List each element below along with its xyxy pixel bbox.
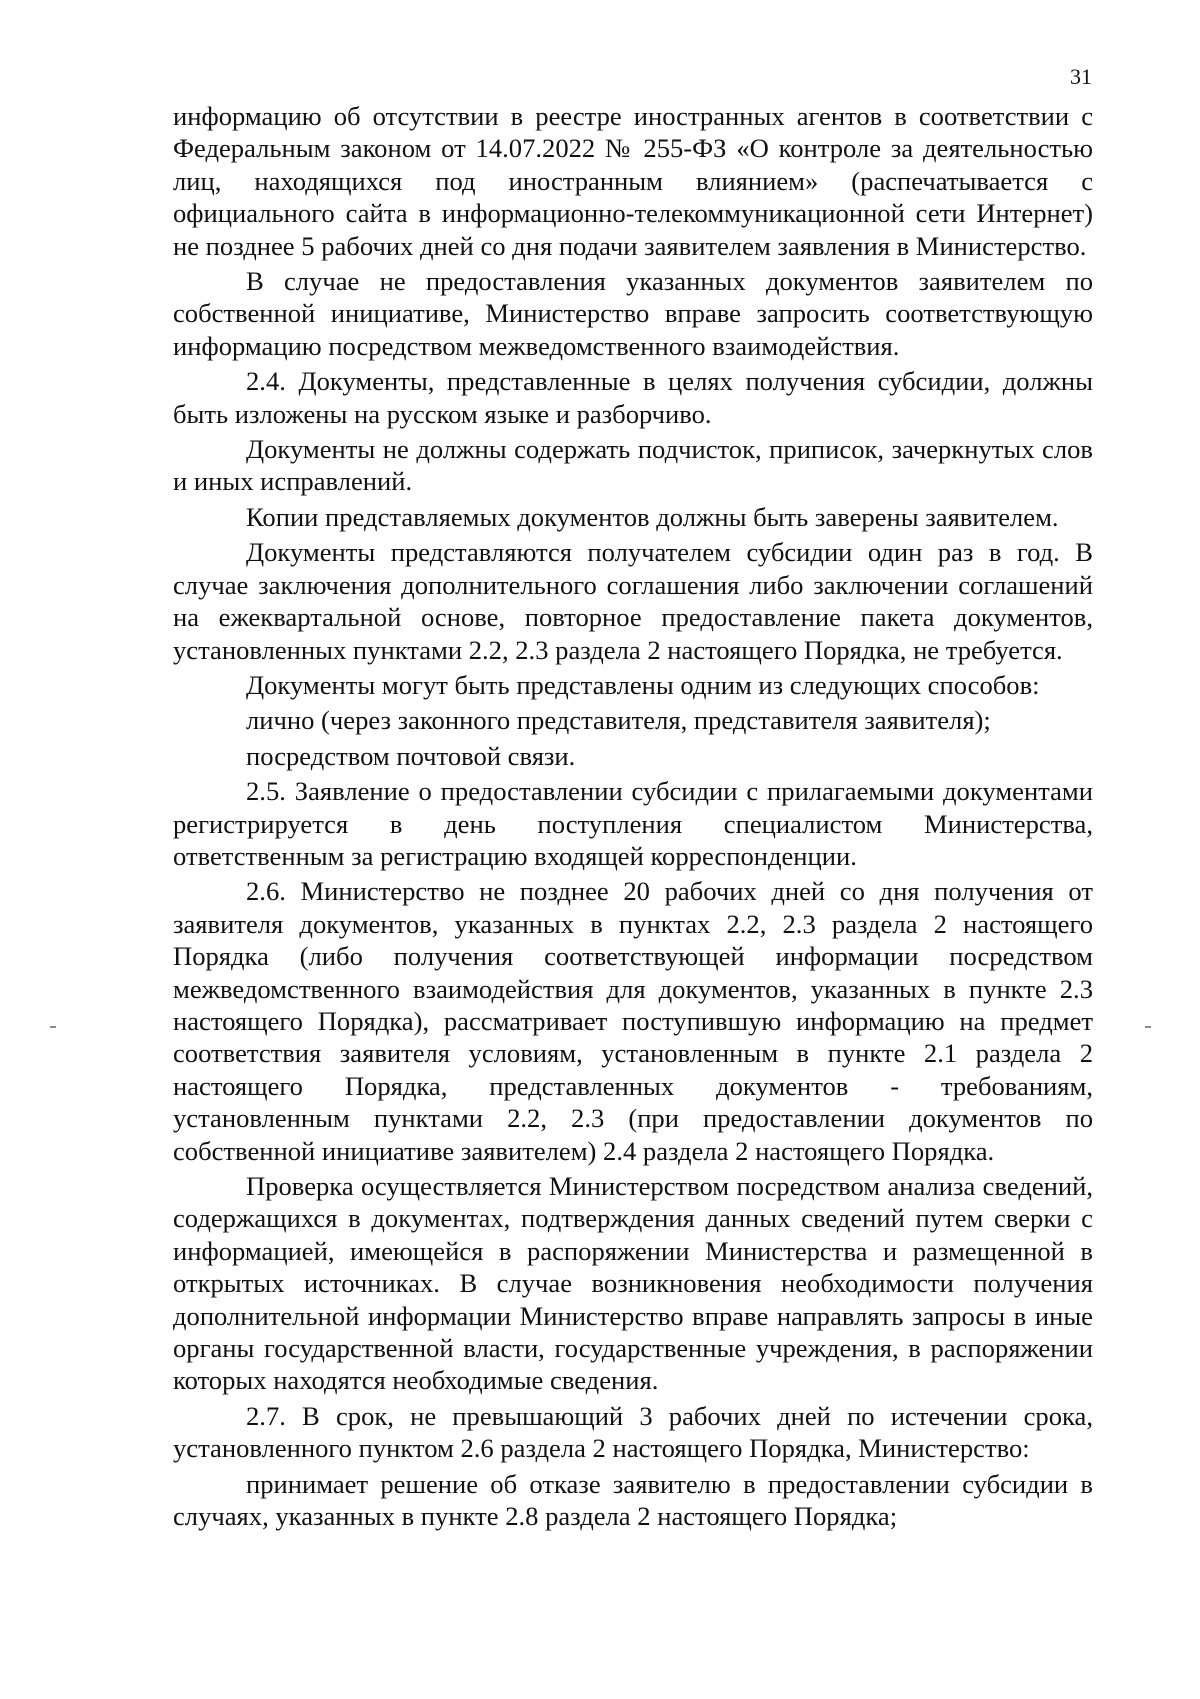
- paragraph: информацию об отсутствии в реестре иностранных агентов в соответствии с Федеральным законом от 14.07.2022 № 255-ФЗ «О контроле за деятельностью лиц, находящихся под иностранным влиянием» (распечатывается с официального сайта в информационно-телекоммуникационной сети Интернет) не позднее 5 рабочих дней со дня подачи заявителем заявления в Министерство.: [173, 101, 1093, 261]
- paragraph: 2.5. Заявление о предоставлении субсидии с прилагаемыми документами регистрируется в день поступления специалистом Министерства, ответственным за регистрацию входящей корреспонденции.: [173, 776, 1093, 871]
- paragraph: принимает решение об отказе заявителю в предоставлении субсидии в случаях, указанных в пункте 2.8 раздела 2 настоящего Порядка;: [173, 1468, 1093, 1532]
- scan-artifact-right: [1145, 1026, 1151, 1028]
- paragraph: Документы могут быть представлены одним из следующих способов:: [246, 669, 1040, 700]
- scan-artifact-left: [50, 1026, 56, 1028]
- paragraph: лично (через законного представителя, представителя заявителя);: [246, 705, 991, 736]
- paragraph: 2.7. В срок, не превышающий 3 рабочих дней по истечении срока, установленного пунктом 2.6 раздела 2 настоящего Порядка, Министерство:: [173, 1400, 1093, 1464]
- page-number: 31: [1070, 64, 1092, 89]
- document-body: [173, 100, 1093, 1535]
- paragraph: посредством почтовой связи.: [246, 740, 576, 771]
- paragraph: Документы не должны содержать подчисток, приписок, зачеркнутых слов и иных исправлений.: [173, 434, 1093, 497]
- paragraph: 2.6. Министерство не позднее 20 рабочих дней со дня получения от заявителя документов, указанных в пунктах 2.2, 2.3 раздела 2 настоящего Порядка (либо получения соответствующей информации посредством межведомственного взаимодействия для документов, указанных в пункте 2.3 настоящего Порядка), рассматривает поступившую информацию на предмет соответствия заявителя условиям, установленным в пункте 2.1 раздела 2 настоящего Порядка, представленных документов - требованиям, установленным пунктами 2.2, 2.3 (при предоставлении документов по собственной инициативе заявителем) 2.4 раздела 2 настоящего Порядка.: [173, 876, 1093, 1166]
- paragraph: Документы представляются получателем субсидии один раз в год. В случае заключения дополнительного соглашения либо заключении соглашений на ежеквартальной основе, повторное предоставление пакета документов, установленных пунктами 2.2, 2.3 раздела 2 настоящего Порядка, не требуется.: [173, 537, 1093, 665]
- paragraph: В случае не предоставления указанных документов заявителем по собственной инициативе, Министерство вправе запросить соответствующую информацию посредством межведомственного взаимодействия.: [173, 266, 1093, 361]
- paragraph: Проверка осуществляется Министерством посредством анализа сведений, содержащихся в документах, подтверждения данных сведений путем сверки с информацией, имеющейся в распоряжении Министерства и размещенной в открытых источниках. В случае возникновения необходимости получения дополнительной информации Министерство вправе направлять запросы в иные органы государственной власти, государственные учреждения, в распоряжении которых находятся необходимые сведения.: [173, 1171, 1093, 1396]
- paragraph: Копии представляемых документов должны быть заверены заявителем.: [246, 501, 1059, 532]
- paragraph: 2.4. Документы, представленные в целях получения субсидии, должны быть изложены на русском языке и разборчиво.: [173, 366, 1093, 429]
